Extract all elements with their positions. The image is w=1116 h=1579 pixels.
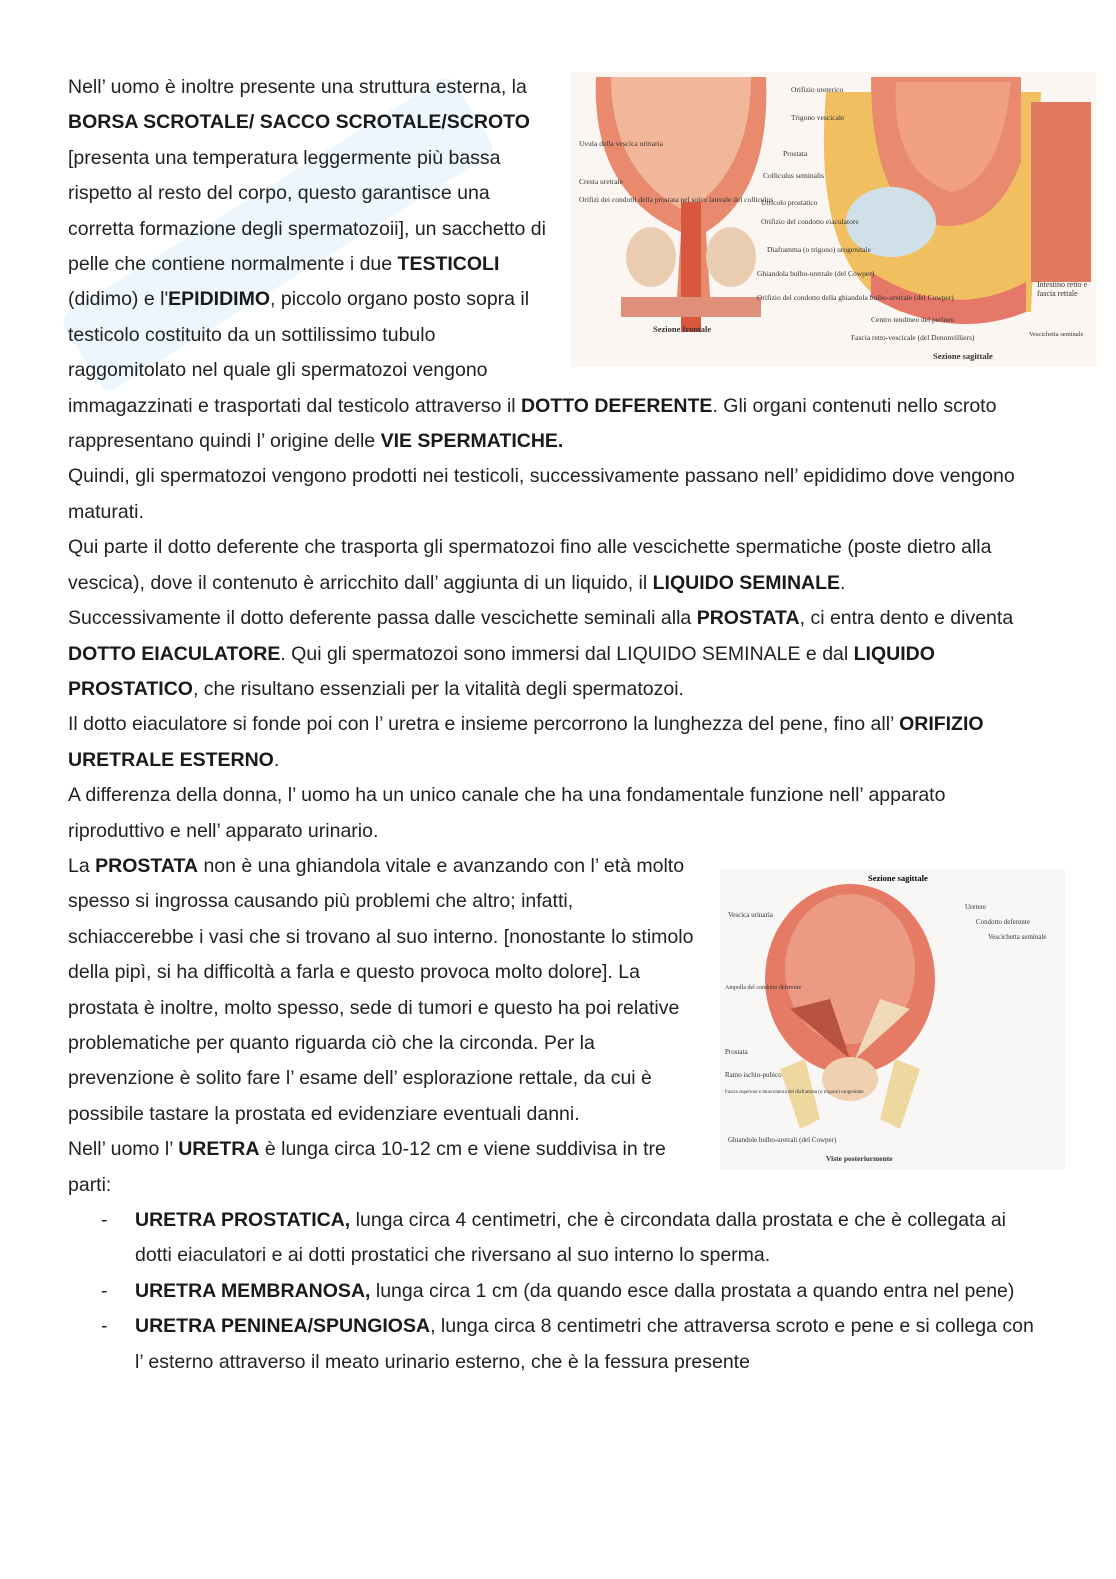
text-run: . xyxy=(840,571,846,594)
text-run: è lunga circa 10-12 cm e viene suddivisa in tre parti: xyxy=(68,1138,666,1196)
figure-prostate-sections xyxy=(571,72,1096,367)
paragraph xyxy=(68,459,1043,530)
label-intestino-retto: Intestino retto e fascia rettale xyxy=(1037,280,1088,298)
label-trigono: Trigono vescicale xyxy=(791,113,845,122)
fig2-label-ampolla: Ampolla del condotto deferente xyxy=(725,984,802,991)
text-run: Successivamente il dotto deferente passa dalle vescichette seminali alla xyxy=(68,607,697,630)
list-item xyxy=(68,1274,1043,1309)
text-run: , ci entra dento e diventa xyxy=(799,607,1014,630)
text-run: . Gli organi contenuti nello scroto rappresentano quindi l’ origine delle xyxy=(68,394,997,453)
label-cresta: Cresta uretrale xyxy=(579,177,623,186)
label-ghiandola-cowper: Ghiandola bulbo-uretrale (del Cowper) xyxy=(757,269,875,278)
paragraph xyxy=(68,707,1043,778)
label-diaframma: Diaframma (o trigono) urogenitale xyxy=(767,245,871,254)
bold-term: VIE SPERMATICHE. xyxy=(380,430,564,453)
bold-term: DOTTO DEFERENTE xyxy=(521,394,713,417)
label-orifizio-eiaculatore: Orifizio del condotto eiaculatore xyxy=(761,217,859,226)
text-run: lunga circa 4 centimetri, che è circondata dalla prostata e che è collegata ai dotti eiaculatori e ai dotti prostatici che riversano al suo interno lo sperma. xyxy=(135,1209,1007,1267)
figure-posterior-view xyxy=(720,869,1065,1169)
text-run: (didimo) e l' xyxy=(68,288,169,311)
text-run: [presenta una temperatura leggermente più bassa rispetto al resto del corpo, questo garantisce una corretta formazione degli spermatozoii], un sacchetto di pelle che contiene normalmente i due xyxy=(68,146,546,276)
fig2-label-condotto: Condotto deferente xyxy=(976,917,1030,926)
bold-term: URETRA xyxy=(178,1138,260,1161)
label-intestino-retto-box xyxy=(1037,280,1095,322)
fig2-label-vescica: Vescica urinaria xyxy=(728,910,773,919)
label-prostata: Prostata xyxy=(783,149,808,158)
text-run: Quindi, gli spermatozoi vengono prodotti nei testicoli, successivamente passano nell’ epididimo dove vengono maturati. xyxy=(68,465,1015,523)
label-orifizio-ureterico: Orifizio ureterico xyxy=(791,85,844,94)
text-run: Nell’ uomo l’ xyxy=(68,1138,179,1161)
text-run: . Qui gli spermatozoi sono immersi dal LIQUIDO SEMINALE e dal xyxy=(280,642,854,665)
text-run: Nell’ uomo è inoltre presente una struttura esterna, la xyxy=(68,76,527,98)
text-run: , piccolo organo posto sopra il testicolo costituito da un sottilissimo tubulo raggomitolato nel quale gli spermatozoi vengono immagazzinati e trasportati dal testicolo attraverso il xyxy=(68,288,530,417)
list-bullet: - xyxy=(101,1315,108,1338)
paragraph xyxy=(68,601,1043,707)
bold-term: PROSTATA xyxy=(696,607,800,630)
text-run: , lunga circa 8 centimetri che attraversa scroto e pene e si collega con l’ esterno attraverso il meato urinario esterno, che è la fessura presente xyxy=(135,1315,1034,1373)
label-vescichetta: Vescichetta seminale xyxy=(1029,331,1084,338)
text-run: . xyxy=(273,748,280,771)
text-run: Qui parte il dotto deferente che trasporta gli spermatozoi fino alle vescichette spermatiche (poste dietro alla vescica), dove il contenuto è arricchito dall’ aggiunta di un liquido, il xyxy=(68,536,992,594)
fig2-label-ghiandole: Ghiandole bulbo-uretrali (del Cowper) xyxy=(728,1135,837,1144)
bold-term: BORSA SCROTALE/ SACCO SCROTALE/SCROTO xyxy=(68,111,530,134)
label-uvula: Uvula della vescica urinaria xyxy=(579,139,663,148)
label-fascia-denonvilliers: Fascia retto-vescicale (del Denonvilliers) xyxy=(851,333,975,342)
text-run: Il dotto eiaculatore si fonde poi con l’ uretra e insieme percorrono la lunghezza del pene, fino all’ xyxy=(68,713,900,736)
list-bullet: - xyxy=(101,1209,108,1231)
bold-term: URETRA PENINEA/SPUNGIOSA xyxy=(135,1315,431,1338)
fig2-label-prostata: Prostata xyxy=(725,1047,748,1056)
paragraph xyxy=(68,530,1043,601)
bold-term: LIQUIDO PROSTATICO xyxy=(68,642,935,700)
list-item xyxy=(68,1203,1043,1274)
bold-term: TESTICOLI xyxy=(397,253,500,276)
text-run: , che risultano essenziali per la vitalità degli spermatozoi. xyxy=(192,677,684,700)
fig2-label-vescichetta: Vescichetta seminale xyxy=(988,932,1047,941)
label-colliculus: Colliculus seminalis xyxy=(763,171,825,180)
list-item xyxy=(68,1309,1043,1380)
text-run: non è una ghiandola vitale e avanzando con l’ età molto spesso si ingrossa causando più problemi che altro; infatti, schiaccerebbe i vasi che si trovano al suo interno. [nonostante lo stimolo della pipì, si ha difficoltà a farla e questo provoca molto dolore]. La prostata è inoltre, molto spesso, sede di tumori e questo ha poi relative problematiche per quanto riguarda ciò che la circonda. Per la prevenzione è solito fare l’ esame dell’ esplorazione rettale, da cui è possibile tastare la prostata ed evidenziare eventuali danni. xyxy=(68,854,694,1125)
urethra-parts-list xyxy=(68,1203,1043,1380)
bold-term: URETRA PROSTATICA, xyxy=(135,1209,351,1231)
bold-term: ORIFIZIO URETRALE ESTERNO xyxy=(68,713,984,771)
bold-term: PROSTATA xyxy=(95,854,199,877)
text-run: lunga circa 1 cm (da quando esce dalla prostata a quando entra nel pene) xyxy=(370,1279,1015,1302)
bold-term: LIQUIDO SEMINALE xyxy=(652,571,841,594)
label-orifizio-cowper: Orifizio del condotto della ghiandola bulbo-uretrale (del Cowper) xyxy=(757,293,954,302)
document-page xyxy=(68,70,1088,1380)
fig2-caption: Viste posteriormente xyxy=(826,1153,893,1163)
label-orifizi-prostata: Orifizi dei condotti della prostata nel solco laterale del colliculus xyxy=(579,195,774,204)
paragraph xyxy=(68,778,1043,849)
caption-frontal: Sezione frontale xyxy=(653,324,712,334)
bold-term: DOTTO EIACULATORE xyxy=(68,642,281,665)
list-bullet: - xyxy=(101,1279,108,1302)
fig2-label-fascia: Fascia superiore e muscolatura del diaframma (o trigono) urogenitale xyxy=(725,1089,864,1095)
label-centro-tendineo: Centro tendineo del perineo xyxy=(871,315,955,324)
text-run: A differenza della donna, l’ uomo ha un unico canale che ha una fondamentale funzione nell’ apparato riproduttivo e nell’ apparato urinario. xyxy=(68,784,946,842)
label-utricolo: Utricolo prostatico xyxy=(761,198,818,207)
fig2-label-ramo: Ramo ischio-pubico xyxy=(725,1070,782,1079)
caption-sagittal: Sezione sagittale xyxy=(933,351,993,361)
bold-term: EPIDIDIMO xyxy=(168,288,271,311)
bold-term: URETRA MEMBRANOSA, xyxy=(135,1279,371,1302)
fig2-title: Sezione sagittale xyxy=(868,872,928,883)
fig2-label-uretere: Uretere xyxy=(965,902,986,911)
text-run: La xyxy=(68,854,96,877)
